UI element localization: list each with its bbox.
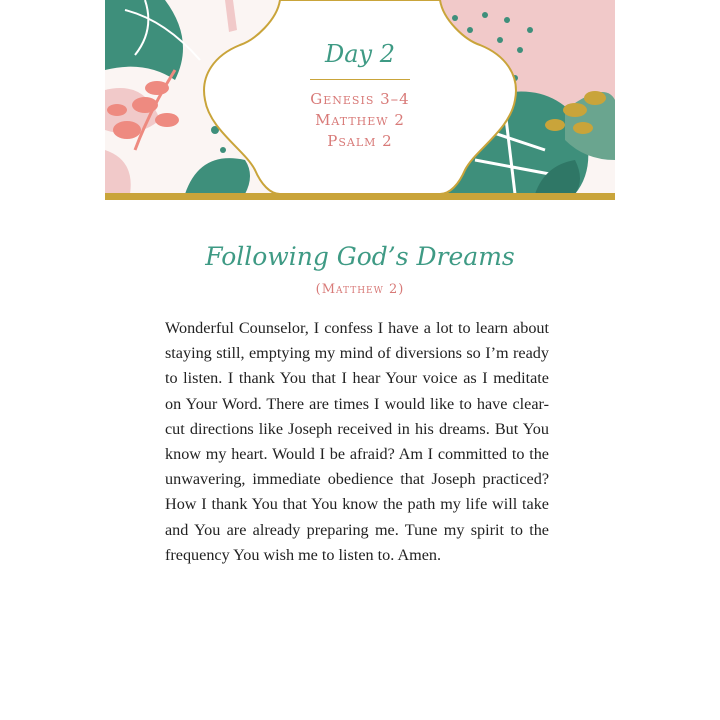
devotion-title: Following God’s Dreams bbox=[205, 242, 515, 271]
devotion-body: Wonderful Counselor, I confess I have a lot to learn about staying still, emptying my mind of diversions so I’m ready to listen. I thank You that I hear Your voice as I meditate on Your Word. There are times I would like to have clear-cut directions like Joseph received in his dreams. But You know my heart. Would I be afraid? Am I committed to the unwavering, immediate obedience that Joseph practiced? How I thank You that You know the path my life will take and You are already preparing me. Tune my spirit to the frequency You wish me to listen to. Amen. bbox=[165, 319, 549, 564]
reading-genesis: Genesis 3–4 bbox=[310, 90, 410, 108]
reading-matthew: Matthew 2 bbox=[315, 111, 405, 129]
coral-fern-icon bbox=[107, 70, 179, 150]
scripture-reference: (Matthew 2) bbox=[315, 282, 405, 297]
title-divider bbox=[310, 79, 410, 80]
devotional-page bbox=[105, 0, 615, 720]
day-title: Day 2 bbox=[324, 40, 395, 68]
gold-divider bbox=[105, 193, 615, 200]
reading-psalm: Psalm 2 bbox=[327, 132, 393, 150]
teal-leaf-icon bbox=[185, 158, 250, 194]
floral-banner bbox=[105, 0, 615, 194]
